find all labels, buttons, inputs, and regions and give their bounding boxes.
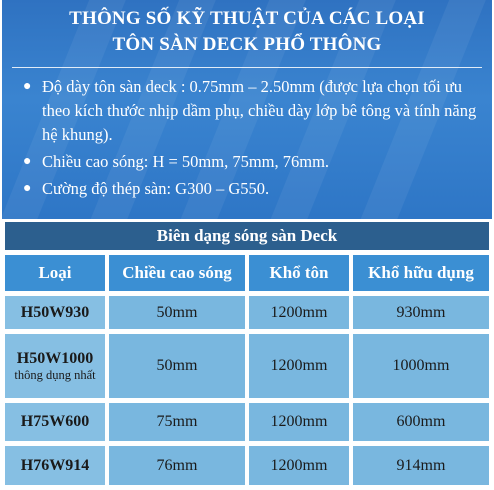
cell-wave-height: 76mm	[105, 446, 245, 485]
cell-type	[5, 334, 105, 398]
deck-profile-table	[5, 217, 489, 490]
column-header-sheet-width: Khổ tôn	[245, 255, 349, 291]
cell-type-note: thông dụng nhất	[14, 368, 96, 382]
table-header-row	[5, 255, 489, 291]
spec-item-steel-grade	[20, 177, 482, 201]
cell-type: H76W914	[5, 446, 105, 485]
title-divider	[12, 67, 482, 68]
panel-title-line-1: THÔNG SỐ KỸ THUẬT CỦA CÁC LOẠI	[69, 8, 425, 29]
bullet-icon: ●	[23, 181, 32, 196]
cell-wave-height: 75mm	[105, 403, 245, 441]
column-header-effective-width: Khổ hữu dụng	[349, 255, 489, 291]
cell-sheet-width: 1200mm	[245, 296, 349, 329]
cell-wave-height: 50mm	[105, 296, 245, 329]
cell-type: H75W600	[5, 403, 105, 441]
spec-item-wave-height	[20, 150, 482, 174]
table-banner: Biên dạng sóng sàn Deck	[5, 222, 489, 250]
spec-text: Chiều cao sóng: H = 50mm, 75mm, 76mm.	[42, 152, 330, 171]
cell-sheet-width: 1200mm	[245, 403, 349, 441]
cell-wave-height: 50mm	[105, 334, 245, 398]
spec-text: Độ dày tôn sàn deck : 0.75mm – 2.50mm (được lựa chọn tối ưu theo kích thước nhịp dầm phụ, chiều dày lớp bê tông và tính năng hệ khung).	[42, 77, 477, 144]
column-header-wave-height: Chiều cao sóng	[105, 255, 245, 291]
table-row	[5, 334, 489, 398]
cell-effective-width: 1000mm	[349, 334, 489, 398]
spec-item-thickness	[20, 75, 482, 147]
column-header-type: Loại	[5, 255, 105, 291]
bullet-icon: ●	[23, 154, 32, 169]
table-row	[5, 296, 489, 329]
spec-list	[20, 75, 482, 201]
deck-profile-table-wrapper	[5, 222, 489, 490]
cell-sheet-width: 1200mm	[245, 334, 349, 398]
cell-effective-width: 914mm	[349, 446, 489, 485]
table-banner-row	[5, 222, 489, 250]
cell-type-name: H50W1000	[16, 350, 94, 367]
bullet-icon: ●	[23, 79, 32, 94]
specs-panel	[2, 0, 492, 219]
cell-effective-width: 600mm	[349, 403, 489, 441]
cell-type: H50W930	[5, 296, 105, 329]
panel-title-line-2: TÔN SÀN DECK PHỔ THÔNG	[112, 34, 382, 55]
spec-text: Cường độ thép sàn: G300 – G550.	[42, 179, 270, 198]
cell-effective-width: 930mm	[349, 296, 489, 329]
cell-sheet-width: 1200mm	[245, 446, 349, 485]
table-row	[5, 446, 489, 485]
table-row	[5, 403, 489, 441]
